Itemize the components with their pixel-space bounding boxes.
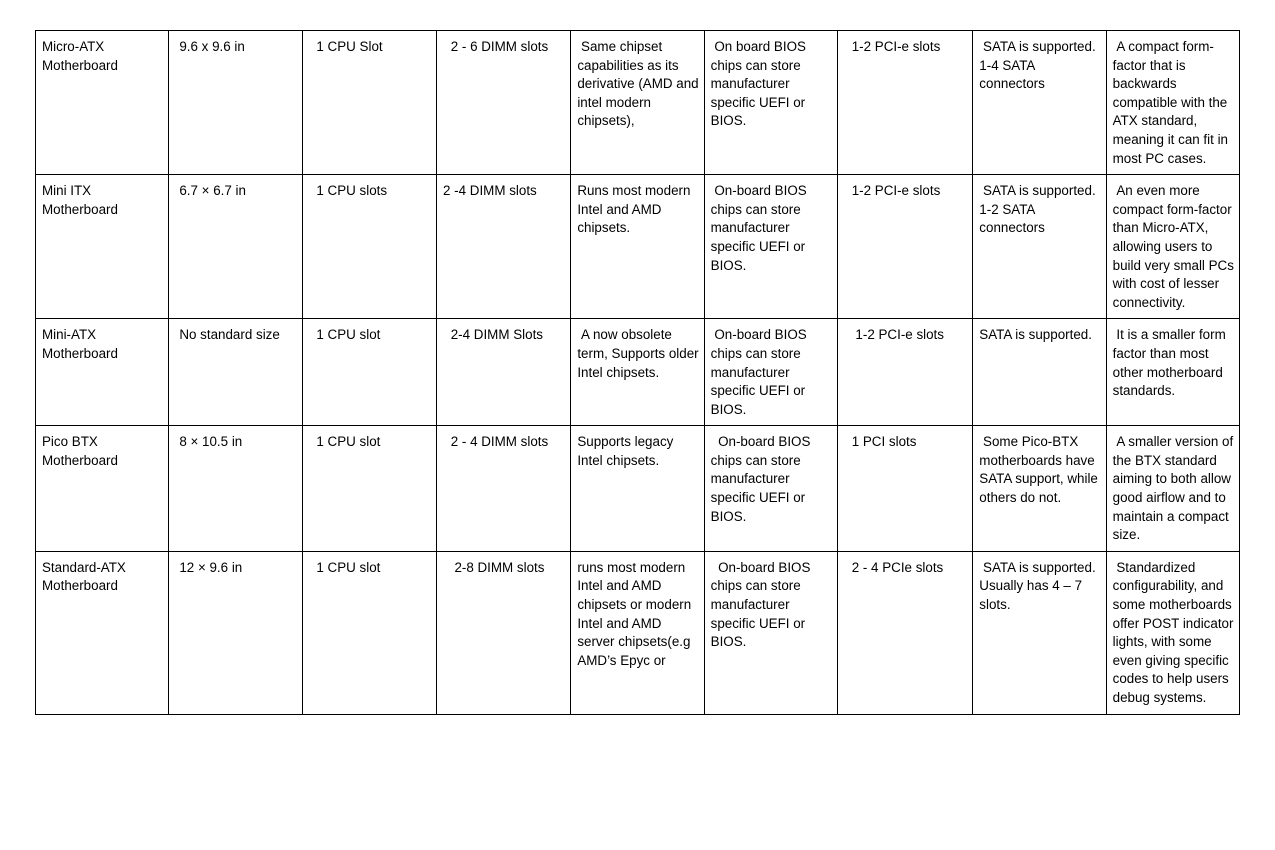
memory-cell: 2-8 DIMM slots [436, 551, 570, 714]
storage-cell: SATA is supported. 1-2 SATA connectors [973, 175, 1106, 319]
size-cell: 12 × 9.6 in [169, 551, 302, 714]
storage-cell: Some Pico-BTX motherboards have SATA support, while others do not. [973, 426, 1106, 552]
expansion-cell: 1 PCI slots [837, 426, 972, 552]
expansion-cell: 1-2 PCI-e slots [837, 319, 972, 426]
notes-cell: A smaller version of the BTX standard aiming to both allow good airflow and to maintain a compact size. [1106, 426, 1239, 552]
table-row [36, 31, 1240, 175]
storage-cell: SATA is supported. [973, 319, 1106, 426]
storage-cell: SATA is supported. Usually has 4 – 7 slots. [973, 551, 1106, 714]
memory-cell: 2 -4 DIMM slots [436, 175, 570, 319]
size-cell: No standard size [169, 319, 302, 426]
cpu-cell: 1 CPU slots [302, 175, 436, 319]
size-cell: 8 × 10.5 in [169, 426, 302, 552]
chipset-cell: runs most modern Intel and AMD chipsets or modern Intel and AMD server chipsets(e.g AMD’s Epyc or [571, 551, 704, 714]
form-factor-cell: Micro-ATX Motherboard [36, 31, 169, 175]
chipset-cell: A now obsolete term, Supports older Intel chipsets. [571, 319, 704, 426]
memory-cell: 2-4 DIMM Slots [436, 319, 570, 426]
bios-cell: On-board BIOS chips can store manufacturer specific UEFI or BIOS. [704, 426, 837, 552]
chipset-cell: Runs most modern Intel and AMD chipsets. [571, 175, 704, 319]
table-row [36, 175, 1240, 319]
form-factor-cell: Mini-ATX Motherboard [36, 319, 169, 426]
chipset-cell: Supports legacy Intel chipsets. [571, 426, 704, 552]
bios-cell: On board BIOS chips can store manufacturer specific UEFI or BIOS. [704, 31, 837, 175]
motherboard-comparison-table [35, 30, 1240, 715]
cpu-cell: 1 CPU slot [302, 319, 436, 426]
table-row [36, 426, 1240, 552]
expansion-cell: 2 - 4 PCIe slots [837, 551, 972, 714]
notes-cell: A compact form-factor that is backwards compatible with the ATX standard, meaning it can fit in most PC cases. [1106, 31, 1239, 175]
notes-cell: It is a smaller form factor than most other motherboard standards. [1106, 319, 1239, 426]
cpu-cell: 1 CPU slot [302, 551, 436, 714]
notes-cell: An even more compact form-factor than Micro-ATX, allowing users to build very small PCs with cost of lesser connectivity. [1106, 175, 1239, 319]
table-row [36, 551, 1240, 714]
memory-cell: 2 - 6 DIMM slots [436, 31, 570, 175]
table-row [36, 319, 1240, 426]
form-factor-cell: Pico BTX Motherboard [36, 426, 169, 552]
form-factor-cell: Mini ITX Motherboard [36, 175, 169, 319]
bios-cell: On-board BIOS chips can store manufacturer specific UEFI or BIOS. [704, 319, 837, 426]
bios-cell: On-board BIOS chips can store manufacturer specific UEFI or BIOS. [704, 551, 837, 714]
size-cell: 6.7 × 6.7 in [169, 175, 302, 319]
memory-cell: 2 - 4 DIMM slots [436, 426, 570, 552]
chipset-cell: Same chipset capabilities as its derivative (AMD and intel modern chipsets), [571, 31, 704, 175]
cpu-cell: 1 CPU slot [302, 426, 436, 552]
size-cell: 9.6 x 9.6 in [169, 31, 302, 175]
cpu-cell: 1 CPU Slot [302, 31, 436, 175]
bios-cell: On-board BIOS chips can store manufacturer specific UEFI or BIOS. [704, 175, 837, 319]
storage-cell: SATA is supported. 1-4 SATA connectors [973, 31, 1106, 175]
expansion-cell: 1-2 PCI-e slots [837, 31, 972, 175]
notes-cell: Standardized configurability, and some motherboards offer POST indicator lights, with some even giving specific codes to help users debug systems. [1106, 551, 1239, 714]
expansion-cell: 1-2 PCI-e slots [837, 175, 972, 319]
form-factor-cell: Standard-ATX Motherboard [36, 551, 169, 714]
